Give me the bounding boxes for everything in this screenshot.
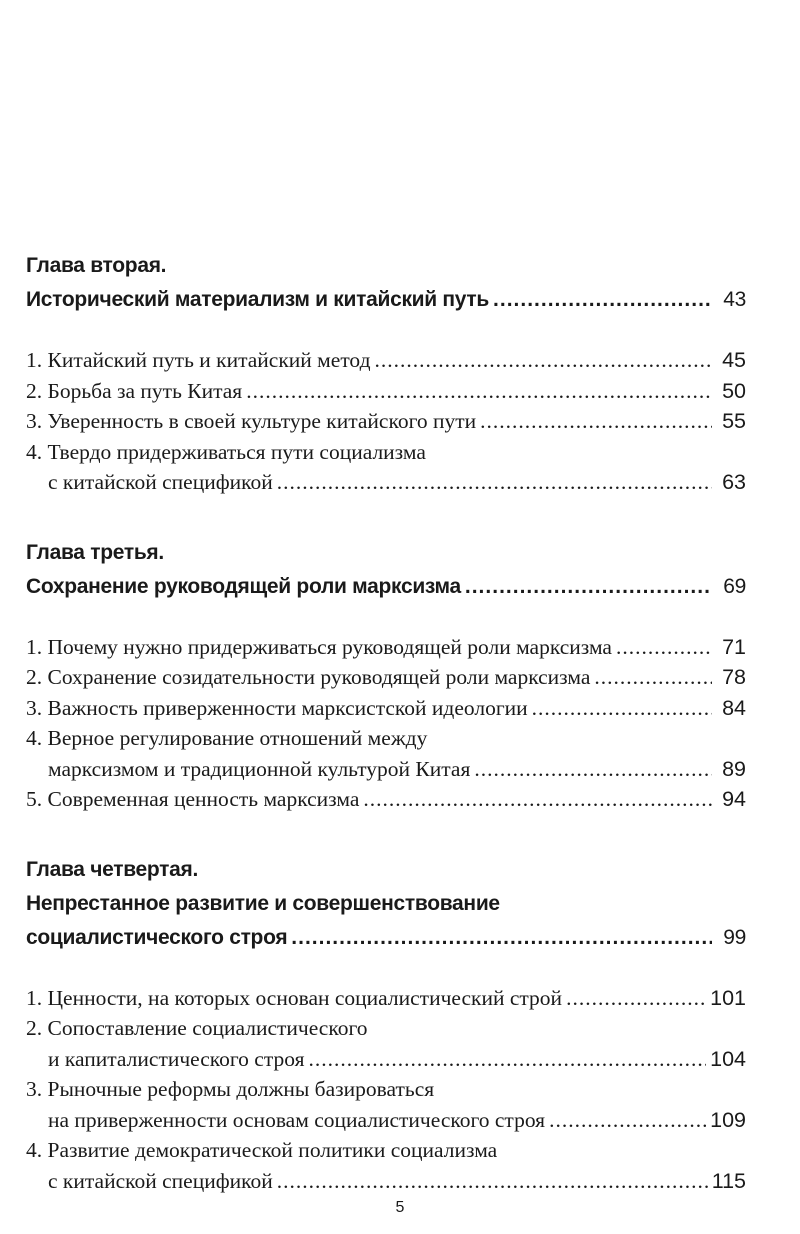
- entry-line: [26, 467, 746, 498]
- chapter-title: Исторический материализм и китайский путь: [26, 288, 490, 311]
- toc-entry: [26, 662, 746, 693]
- entry-title: 2. Сохранение созидательности руководящей роли марксизма: [26, 665, 591, 689]
- chapter-title: Сохранение руководящей роли марксизма: [26, 574, 461, 598]
- chapter-page: 99: [723, 925, 746, 949]
- entry-line: [26, 1135, 746, 1166]
- leader-dots: [616, 632, 712, 663]
- leader-dots: [465, 570, 712, 604]
- entry-page: 109: [710, 1107, 746, 1132]
- leader-dots: [493, 283, 712, 317]
- leader-dots: [277, 1166, 708, 1197]
- leader-dots: [291, 921, 712, 955]
- chapter-4: [26, 853, 746, 1197]
- entry-page: 84: [722, 695, 746, 720]
- entry-title: 3. Рыночные реформы должны базироваться: [26, 1077, 435, 1101]
- leader-dots: [308, 1044, 706, 1075]
- entry-line: [26, 406, 746, 437]
- toc-entry: [26, 406, 746, 437]
- chapter-page: 43: [723, 288, 746, 311]
- entry-page: 55: [722, 409, 746, 433]
- entry-title: 2. Борьба за путь Китая: [26, 378, 243, 403]
- entry-title-continued: марксизмом и традиционной культурой Китая: [48, 756, 471, 781]
- entry-line: [26, 754, 746, 785]
- entry-line: [26, 1105, 746, 1136]
- entry-line: [26, 723, 746, 754]
- entry-title-continued: с китайской спецификой: [48, 470, 273, 494]
- chapter-title-line: [26, 887, 746, 921]
- entry-page: 89: [722, 756, 746, 781]
- toc-entry: [26, 723, 746, 784]
- entry-line: [26, 784, 746, 815]
- chapter-title: Непрестанное развитие и совершенствование: [26, 891, 500, 915]
- entry-title: 3. Важность приверженности марксистской идеологии: [26, 695, 528, 720]
- entry-line: [26, 376, 746, 407]
- toc-entry: [26, 1074, 746, 1135]
- toc-entry: [26, 376, 746, 407]
- chapter-2: [26, 249, 746, 498]
- entry-line: [26, 1074, 746, 1105]
- leader-dots: [549, 1105, 706, 1136]
- entry-page: 104: [710, 1046, 746, 1071]
- chapter-title-line: [26, 283, 746, 317]
- chapter-title-line: [26, 921, 746, 955]
- entry-page: 115: [711, 1168, 746, 1193]
- entry-title: 4. Верное регулирование отношений между: [26, 726, 428, 750]
- section-list: [26, 345, 746, 498]
- entry-line: [26, 437, 746, 468]
- chapter-title-continued: социалистического строя: [26, 925, 288, 949]
- entry-line: [26, 1166, 746, 1197]
- leader-dots: [566, 983, 706, 1014]
- chapter-title-line: [26, 570, 746, 604]
- entry-title: 1. Китайский путь и китайский метод: [26, 348, 371, 372]
- toc-entry: [26, 784, 746, 815]
- leader-dots: [375, 345, 712, 376]
- leader-dots: [246, 376, 712, 407]
- entry-line: [26, 632, 746, 663]
- entry-line: [26, 1044, 746, 1075]
- entry-title: 1. Ценности, на которых основан социалистический строй: [26, 985, 563, 1010]
- section-list: [26, 632, 746, 815]
- entry-line: [26, 983, 746, 1014]
- toc-entry: [26, 1135, 746, 1196]
- leader-dots: [363, 784, 712, 815]
- entry-title: 5. Современная ценность марксизма: [26, 787, 360, 811]
- entry-title: 4. Развитие демократической политики социализма: [26, 1138, 498, 1162]
- chapter-3: [26, 536, 746, 815]
- entry-page: 78: [722, 665, 746, 689]
- entry-line: [26, 693, 746, 724]
- entry-page: 71: [722, 634, 746, 659]
- entry-page: 45: [722, 348, 746, 372]
- entry-line: [26, 1013, 746, 1044]
- chapter-label: Глава четвертая.: [26, 857, 199, 881]
- toc-entry: [26, 983, 746, 1014]
- entry-title: 1. Почему нужно придерживаться руководящей роли марксизма: [26, 634, 612, 659]
- entry-title: 3. Уверенность в своей культуре китайского пути: [26, 409, 477, 433]
- toc-entry: [26, 345, 746, 376]
- toc-entry: [26, 437, 746, 498]
- page-number: 5: [395, 1199, 405, 1216]
- entry-title: 4. Твердо придерживаться пути социализма: [26, 439, 426, 464]
- entry-title: 2. Сопоставление социалистического: [26, 1016, 368, 1040]
- entry-line: [26, 345, 746, 376]
- entry-page: 101: [710, 985, 746, 1010]
- entry-title-continued: на приверженности основам социалистического строя: [48, 1107, 546, 1132]
- entry-page: 94: [722, 787, 746, 811]
- chapter-label: Глава третья.: [26, 540, 164, 564]
- entry-page: 50: [722, 378, 746, 403]
- entry-page: 63: [722, 470, 746, 494]
- leader-dots: [532, 693, 712, 724]
- chapter-label: Глава вторая.: [26, 254, 167, 277]
- leader-dots: [594, 662, 712, 693]
- entry-line: [26, 662, 746, 693]
- leader-dots: [474, 754, 712, 785]
- chapter-page: 69: [723, 574, 746, 598]
- leader-dots: [480, 406, 712, 437]
- toc-entry: [26, 693, 746, 724]
- section-list: [26, 983, 746, 1197]
- toc-entry: [26, 1013, 746, 1074]
- entry-title-continued: с китайской спецификой: [48, 1168, 273, 1193]
- leader-dots: [277, 467, 712, 498]
- toc-entry: [26, 632, 746, 663]
- table-of-contents: [26, 249, 746, 1196]
- entry-title-continued: и капиталистического строя: [48, 1046, 305, 1071]
